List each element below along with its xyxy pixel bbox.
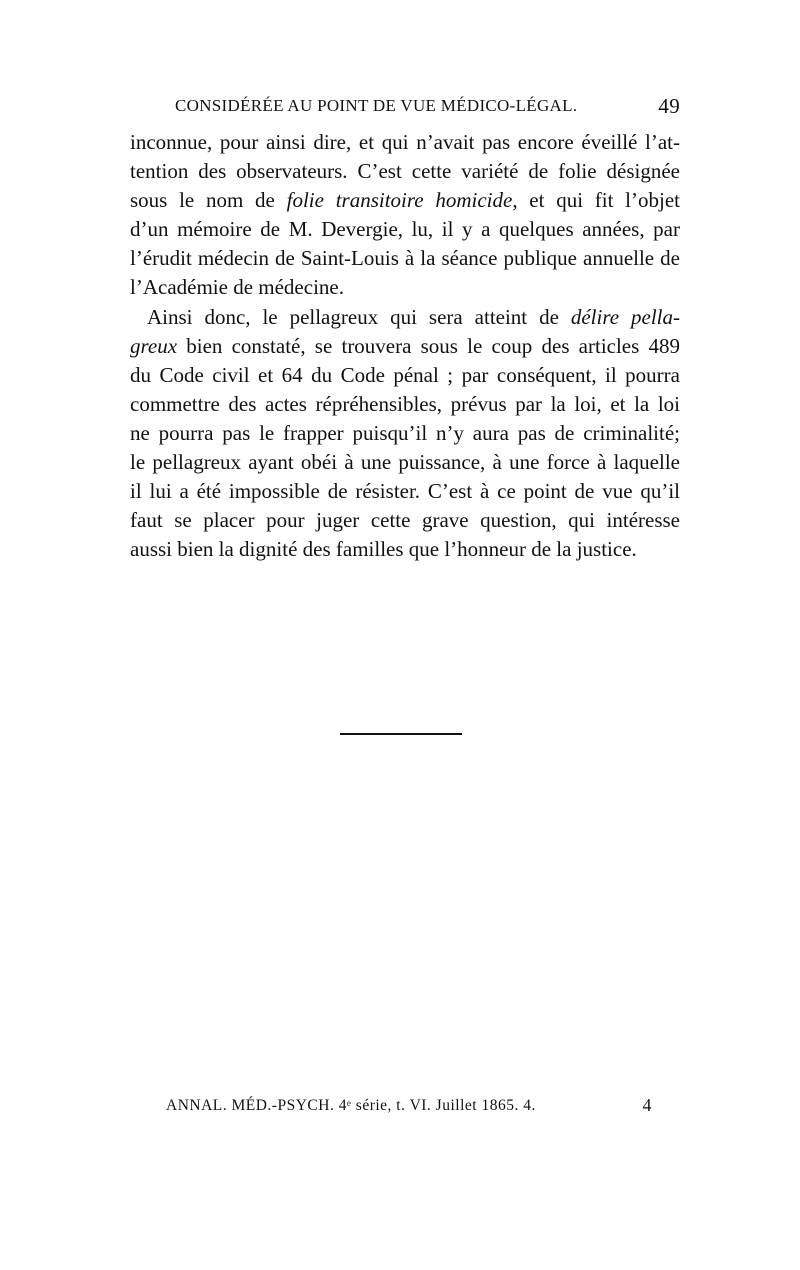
text-run: il lui a été impossible de résister. C’est à ce point de vue qu’il	[130, 479, 680, 504]
footer-imprint: ANNAL. MÉD.-PSYCH. 4ᵉ série, t. VI. Juillet 1865. 4.	[166, 1097, 536, 1114]
running-head	[175, 96, 680, 122]
text-line	[130, 157, 680, 186]
text-run: l’érudit médecin de Saint-Louis à la séance publique annuelle de	[130, 246, 680, 271]
text-line	[130, 477, 680, 506]
text-line	[130, 390, 680, 419]
paragraph	[130, 128, 680, 303]
text-line	[130, 273, 680, 302]
page-number: 49	[658, 94, 680, 118]
text-line	[130, 448, 680, 477]
text-line	[130, 215, 680, 244]
text-line	[130, 186, 680, 215]
text-line	[130, 361, 680, 390]
body-text	[130, 128, 680, 564]
text-run: le pellagreux ayant obéi à une puissance, à une force à laquelle	[130, 450, 680, 475]
text-line	[130, 535, 680, 564]
text-run: faut se placer pour juger cette grave question, qui intéresse	[130, 508, 680, 533]
text-line	[130, 419, 680, 448]
text-run: Ainsi donc, le pellagreux qui sera atteint de	[147, 304, 571, 329]
text-run: , et qui fit l’objet	[512, 188, 680, 213]
text-run: l’Académie de médecine.	[130, 275, 344, 300]
text-line	[130, 244, 680, 273]
italic-run: greux	[130, 333, 178, 358]
text-run: commettre des actes répréhensibles, prévus par la loi, et la loi	[130, 391, 680, 416]
text-line	[130, 506, 680, 535]
footer	[166, 1097, 652, 1121]
text-line	[130, 332, 680, 361]
text-run: tention des observateurs. C’est cette variété de folie désignée	[130, 159, 680, 184]
text-run: d’un mémoire de M. Devergie, lu, il y a quelques années, par	[130, 217, 680, 242]
text-run: sous le nom de	[130, 188, 287, 213]
text-run: ne pourra pas le frapper puisqu’il n’y aura pas de criminalité;	[130, 420, 680, 445]
paragraph	[130, 303, 680, 565]
italic-run: délire pella-	[570, 304, 680, 329]
text-run: aussi bien la dignité des familles que l’honneur de la justice.	[130, 537, 637, 562]
text-line	[130, 128, 680, 157]
text-line	[130, 303, 680, 332]
section-rule	[340, 733, 462, 735]
text-run: du Code civil et 64 du Code pénal ; par conséquent, il pourra	[130, 362, 680, 387]
text-run: bien constaté, se trouvera sous le coup des articles 489	[177, 333, 680, 358]
signature-mark: 4	[642, 1095, 652, 1115]
running-head-title: CONSIDÉRÉE AU POINT DE VUE MÉDICO-LÉGAL.	[175, 96, 578, 115]
italic-run: folie transitoire homicide	[286, 188, 513, 213]
text-run: inconnue, pour ainsi dire, et qui n’avait pas encore éveillé l’at-	[130, 130, 680, 154]
